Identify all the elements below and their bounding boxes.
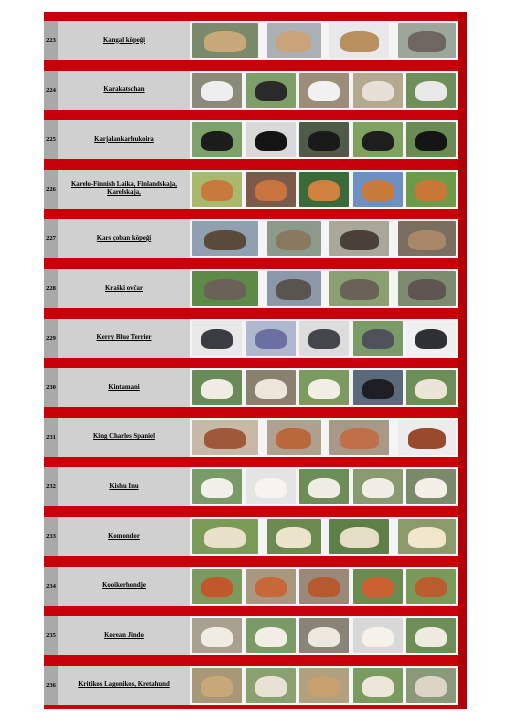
row-number: 225 <box>44 120 58 159</box>
dog-figure <box>308 478 340 498</box>
dog-figure <box>408 230 445 250</box>
dog-figure <box>201 81 233 101</box>
dog-photo <box>353 668 403 703</box>
dog-photo <box>192 469 242 504</box>
dog-photo <box>267 519 321 554</box>
dog-photo <box>353 469 403 504</box>
row-number: 224 <box>44 71 58 110</box>
dog-figure <box>415 627 447 647</box>
row-number: 236 <box>44 666 58 705</box>
dog-photo <box>267 221 321 256</box>
row-number: 228 <box>44 269 58 308</box>
dog-figure <box>362 478 394 498</box>
dog-figure <box>362 131 394 151</box>
dog-figure <box>276 527 311 547</box>
dog-figure <box>308 627 340 647</box>
dog-photo <box>329 271 389 306</box>
breed-name-link[interactable]: Kintamani <box>58 368 190 407</box>
table-row <box>44 21 458 60</box>
dog-photo <box>329 23 389 58</box>
dog-photo <box>329 420 389 455</box>
dog-figure <box>255 329 287 349</box>
dog-figure <box>255 379 287 399</box>
dog-photo <box>353 370 403 405</box>
dog-photo <box>192 122 242 157</box>
row-number: 227 <box>44 219 58 258</box>
dog-figure <box>204 527 246 547</box>
dog-photo <box>406 668 456 703</box>
dog-figure <box>255 577 287 597</box>
dog-figure <box>201 180 233 200</box>
row-number: 229 <box>44 319 58 358</box>
dog-figure <box>408 527 445 547</box>
dog-figure <box>276 428 311 448</box>
breed-name-link[interactable]: Komondor <box>58 517 190 556</box>
dog-figure <box>415 577 447 597</box>
dog-photo <box>398 519 456 554</box>
breed-name-link[interactable]: Karakatschan <box>58 71 190 110</box>
dog-photo <box>398 271 456 306</box>
row-number: 232 <box>44 467 58 506</box>
breed-table <box>44 12 467 709</box>
dog-photo <box>192 668 242 703</box>
breed-name-link[interactable]: Korean Jindo <box>58 616 190 655</box>
dog-photo <box>299 469 349 504</box>
dog-photo <box>299 73 349 108</box>
dog-figure <box>201 379 233 399</box>
dog-figure <box>308 180 340 200</box>
dog-figure <box>204 279 246 299</box>
dog-photo <box>192 271 258 306</box>
dog-photo <box>192 569 242 604</box>
page-edge-strip <box>458 12 467 709</box>
dog-figure <box>415 180 447 200</box>
dog-photo <box>192 172 242 207</box>
table-row <box>44 170 458 209</box>
dog-figure <box>204 428 246 448</box>
row-number: 231 <box>44 418 58 457</box>
dog-figure <box>201 478 233 498</box>
dog-photo <box>267 271 321 306</box>
breed-name-link[interactable]: Karelo-Finnish Laika, Finlandskaja, Karelskaja, <box>58 170 190 209</box>
dog-figure <box>340 279 378 299</box>
dog-photo <box>246 469 296 504</box>
dog-figure <box>415 329 447 349</box>
breed-photos <box>190 319 458 358</box>
dog-photo <box>406 321 456 356</box>
dog-photo <box>406 122 456 157</box>
dog-photo <box>192 519 258 554</box>
dog-photo <box>299 569 349 604</box>
dog-photo <box>246 321 296 356</box>
dog-figure <box>362 329 394 349</box>
dog-photo <box>246 122 296 157</box>
dog-figure <box>408 428 445 448</box>
breed-name-link[interactable]: King Charles Spaniel <box>58 418 190 457</box>
table-row <box>44 319 458 358</box>
dog-figure <box>255 478 287 498</box>
dog-figure <box>415 81 447 101</box>
dog-photo <box>406 73 456 108</box>
table-row <box>44 616 458 655</box>
dog-photo <box>406 172 456 207</box>
breed-name-link[interactable]: Kooikerhondje <box>58 567 190 606</box>
dog-figure <box>362 577 394 597</box>
dog-photo <box>267 23 321 58</box>
breed-photos <box>190 120 458 159</box>
dog-photo <box>353 122 403 157</box>
dog-figure <box>362 81 394 101</box>
dog-photo <box>353 73 403 108</box>
dog-figure <box>308 379 340 399</box>
dog-photo <box>192 73 242 108</box>
dog-figure <box>340 230 378 250</box>
dog-photo <box>267 420 321 455</box>
dog-photo <box>192 618 242 653</box>
dog-photo <box>246 668 296 703</box>
breed-name-link[interactable]: Kritikos Lagonikos, Kretahund <box>58 666 190 705</box>
dog-figure <box>362 627 394 647</box>
breed-name-link[interactable]: Kerry Blue Terrier <box>58 319 190 358</box>
breed-photos <box>190 418 458 457</box>
dog-figure <box>408 279 445 299</box>
dog-photo <box>398 23 456 58</box>
dog-photo <box>299 370 349 405</box>
dog-figure <box>255 81 287 101</box>
row-number: 226 <box>44 170 58 209</box>
dog-figure <box>308 577 340 597</box>
dog-figure <box>255 627 287 647</box>
dog-photo <box>192 221 258 256</box>
breed-photos <box>190 467 458 506</box>
dog-photo <box>299 172 349 207</box>
dog-figure <box>204 230 246 250</box>
breed-photos <box>190 269 458 308</box>
breed-name-link[interactable]: Kars çoban köpeği <box>58 219 190 258</box>
breed-photos <box>190 517 458 556</box>
dog-photo <box>398 221 456 256</box>
table-row <box>44 368 458 407</box>
row-number: 230 <box>44 368 58 407</box>
table-row <box>44 120 458 159</box>
dog-figure <box>255 676 287 696</box>
dog-figure <box>255 131 287 151</box>
dog-figure <box>415 676 447 696</box>
dog-figure <box>415 131 447 151</box>
dog-photo <box>329 519 389 554</box>
dog-figure <box>276 279 311 299</box>
dog-photo <box>246 370 296 405</box>
row-number: 235 <box>44 616 58 655</box>
table-row <box>44 567 458 606</box>
dog-figure <box>201 627 233 647</box>
dog-photo <box>353 569 403 604</box>
table-row <box>44 219 458 258</box>
dog-photo <box>406 469 456 504</box>
breed-name-link[interactable]: Karjalankarhukoira <box>58 120 190 159</box>
breed-photos <box>190 567 458 606</box>
breed-photos <box>190 71 458 110</box>
dog-photo <box>192 321 242 356</box>
dog-photo <box>406 618 456 653</box>
dog-figure <box>201 329 233 349</box>
dog-photo <box>246 569 296 604</box>
dog-figure <box>308 131 340 151</box>
breed-photos <box>190 219 458 258</box>
dog-photo <box>299 321 349 356</box>
dog-figure <box>201 131 233 151</box>
dog-figure <box>276 31 311 51</box>
dog-figure <box>415 478 447 498</box>
table-row <box>44 517 458 556</box>
row-number: 234 <box>44 567 58 606</box>
dog-figure <box>204 31 246 51</box>
dog-photo <box>353 321 403 356</box>
dog-photo <box>246 73 296 108</box>
breed-photos <box>190 170 458 209</box>
dog-photo <box>398 420 456 455</box>
dog-figure <box>362 180 394 200</box>
dog-figure <box>408 31 445 51</box>
table-row <box>44 418 458 457</box>
row-number: 233 <box>44 517 58 556</box>
table-row <box>44 269 458 308</box>
row-number: 223 <box>44 21 58 60</box>
dog-figure <box>308 329 340 349</box>
dog-figure <box>362 379 394 399</box>
dog-figure <box>415 379 447 399</box>
dog-figure <box>201 577 233 597</box>
dog-photo <box>329 221 389 256</box>
dog-photo <box>299 122 349 157</box>
breed-photos <box>190 21 458 60</box>
dog-photo <box>353 172 403 207</box>
dog-photo <box>406 370 456 405</box>
breed-name-link[interactable]: Kraški ovčar <box>58 269 190 308</box>
dog-photo <box>192 23 258 58</box>
dog-figure <box>340 31 378 51</box>
table-row <box>44 666 458 705</box>
breed-name-link[interactable]: Kangal köpeği <box>58 21 190 60</box>
dog-photo <box>246 618 296 653</box>
breed-photos <box>190 368 458 407</box>
dog-figure <box>276 230 311 250</box>
breed-photos <box>190 666 458 705</box>
dog-figure <box>340 428 378 448</box>
breed-photos <box>190 616 458 655</box>
dog-photo <box>246 172 296 207</box>
table-row <box>44 467 458 506</box>
dog-figure <box>308 81 340 101</box>
dog-photo <box>299 668 349 703</box>
dog-photo <box>353 618 403 653</box>
dog-figure <box>340 527 378 547</box>
dog-photo <box>192 420 258 455</box>
dog-photo <box>406 569 456 604</box>
breed-name-link[interactable]: Kishu Inu <box>58 467 190 506</box>
dog-photo <box>192 370 242 405</box>
dog-figure <box>362 676 394 696</box>
table-row <box>44 71 458 110</box>
dog-figure <box>201 676 233 696</box>
dog-figure <box>255 180 287 200</box>
dog-figure <box>308 676 340 696</box>
dog-photo <box>299 618 349 653</box>
